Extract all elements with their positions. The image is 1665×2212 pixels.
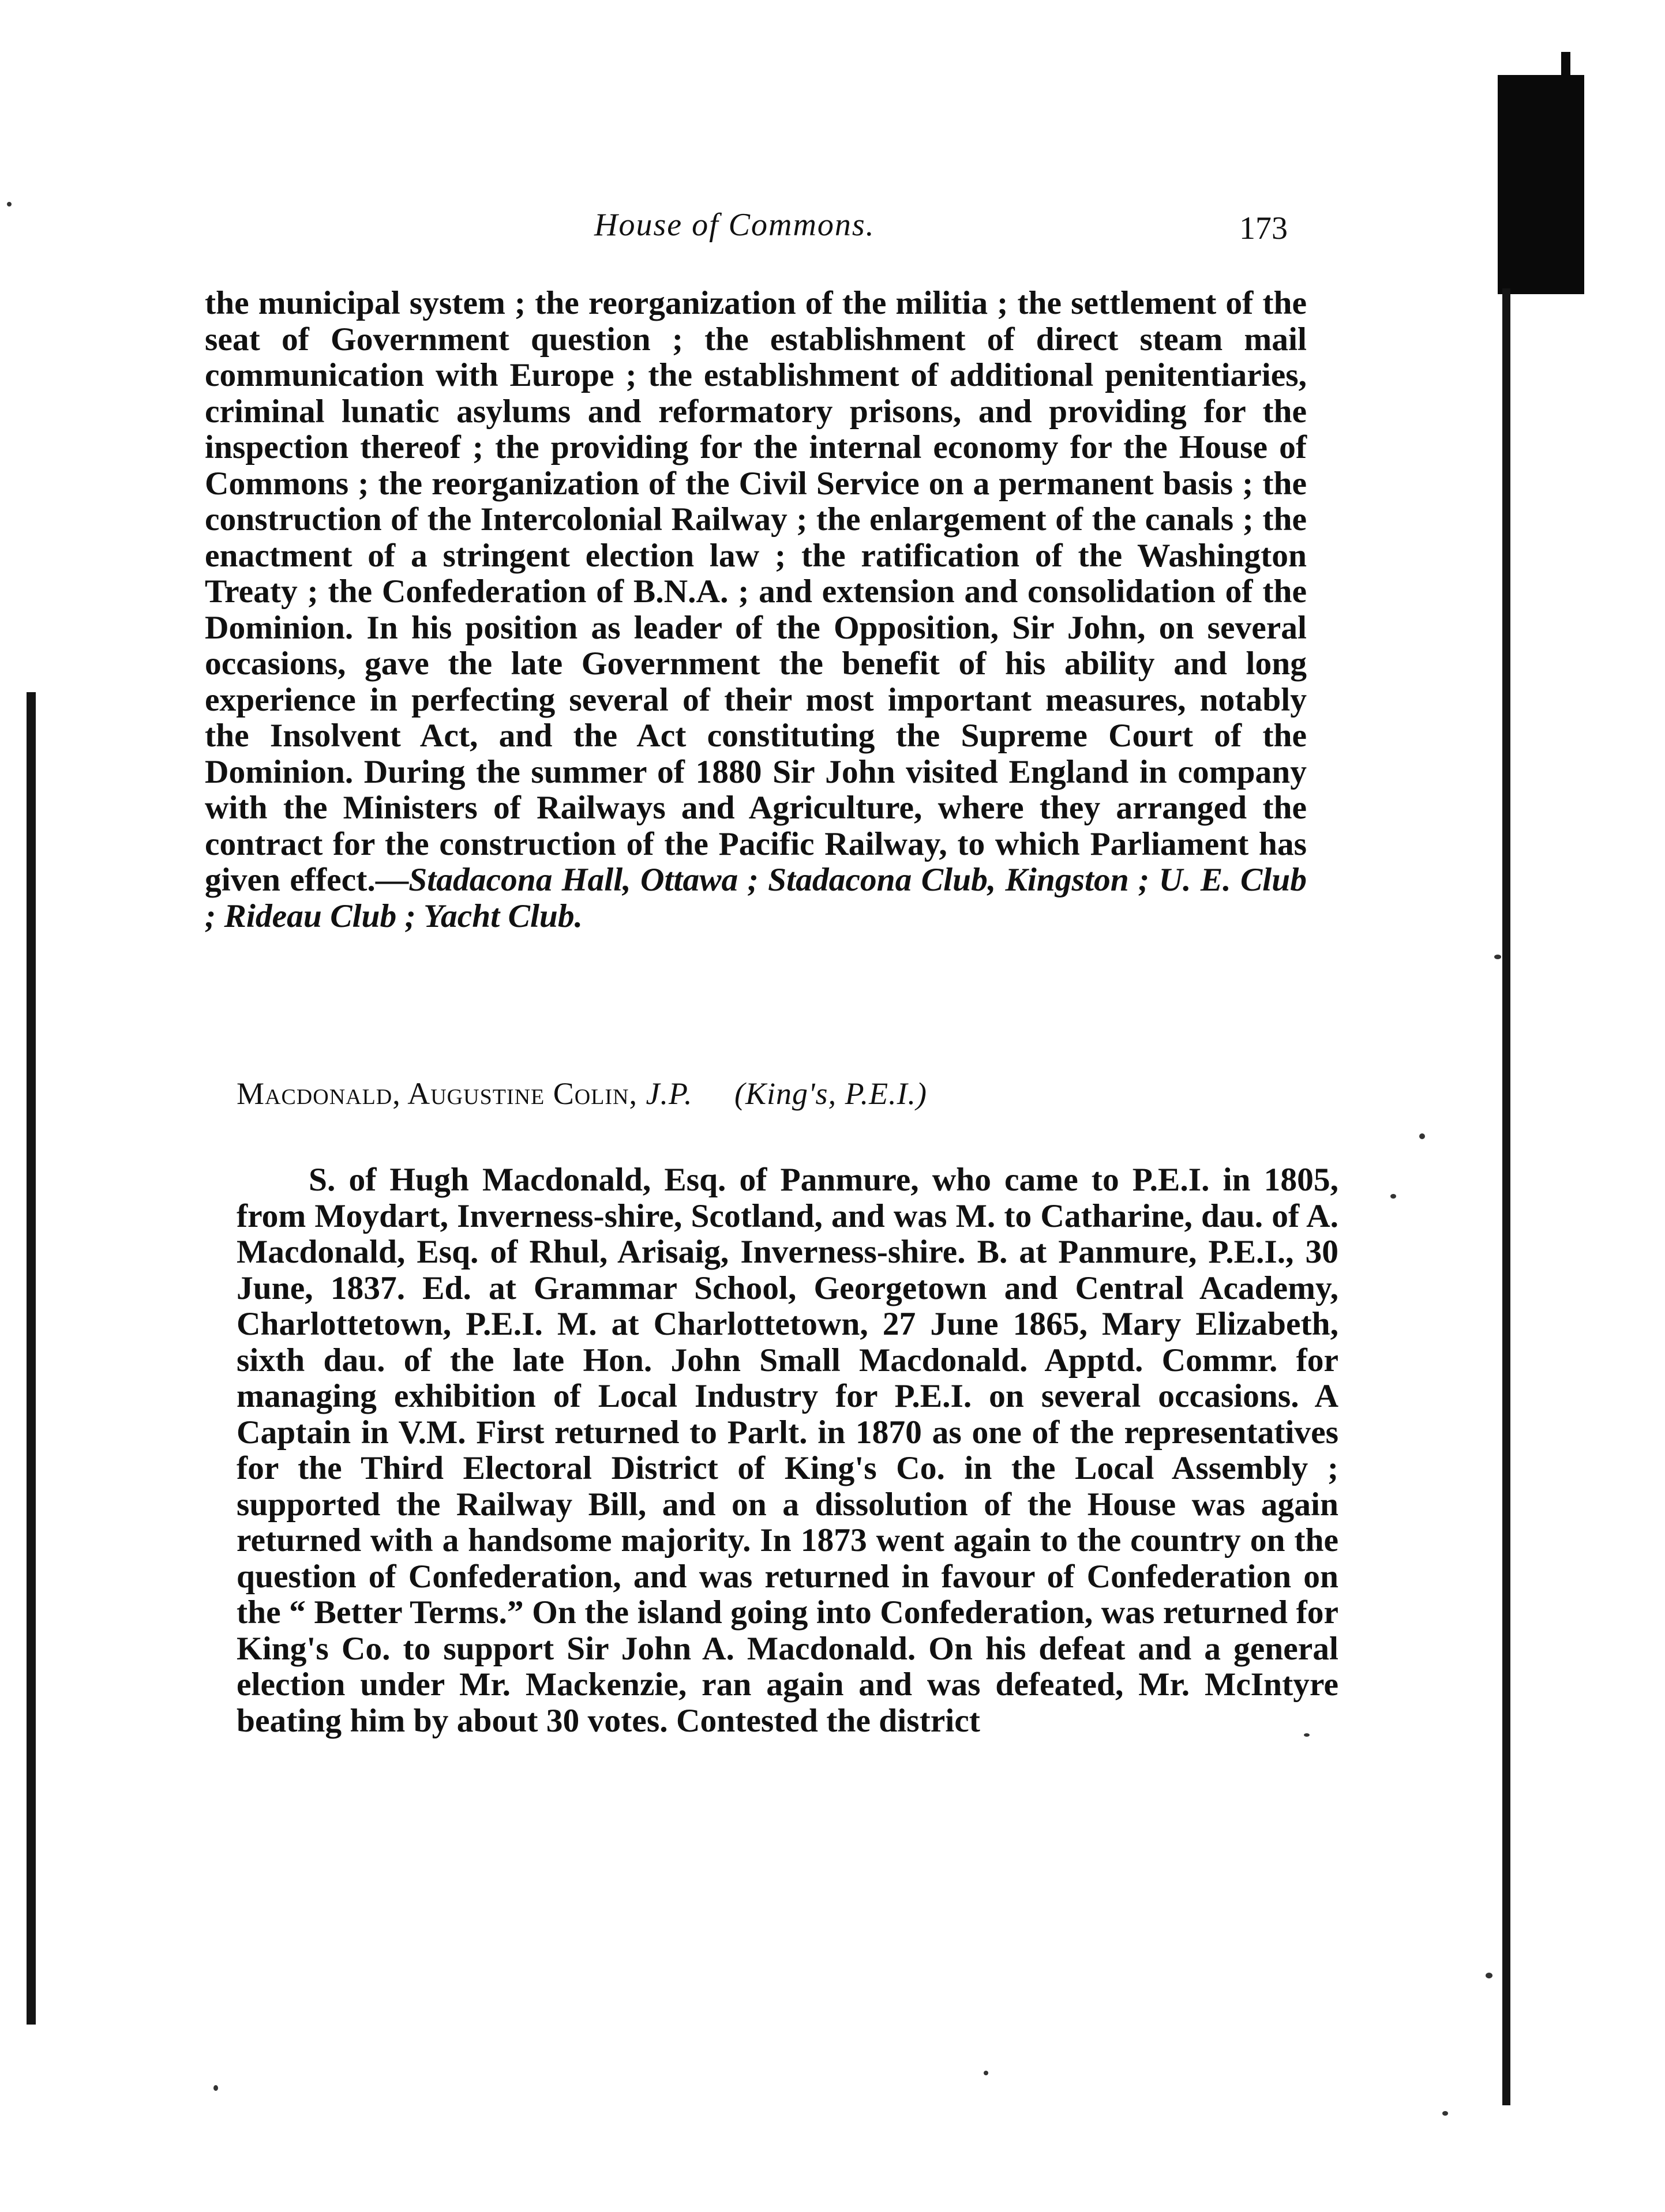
scan-speck — [1390, 1194, 1396, 1199]
scan-speck — [1442, 2111, 1448, 2116]
paragraph — [205, 286, 1307, 934]
scan-speck — [213, 2085, 218, 2091]
entry-heading — [237, 1076, 927, 1111]
scan-edge-line — [1502, 288, 1510, 2105]
constituency: (King's, P.E.I.) — [734, 1076, 928, 1111]
member-title: J.P. — [646, 1076, 693, 1111]
biography-entry — [237, 1162, 1338, 1739]
scan-speck — [1486, 1973, 1492, 1978]
scan-edge-artifact — [1498, 75, 1584, 294]
paragraph-text: the municipal system ; the reorganization of the militia ; the settlement of the seat of Government question ; the establishment of direct steam mail communication with Europe ; the establishment of additional penitentiaries, criminal lunatic asylums and reformatory prisons, and providing for the inspection thereof ; the providing for the internal economy for the House of Commons ; the reorganization of the Civil Service on a permanent basis ; the construction of the Intercolonial Railway ; the enlargement of the canals ; the enactment of a stringent election law ; the ratification of the Washington Treaty ; the Confederation of B.N.A. ; and extension and consolidation of the Dominion. In his position as leader of the Opposition, Sir John, on several occasions, gave the late Government the benefit of his ability and long experience in perfecting several of their most important measures, notably the Insolvent Act, and the Act constituting the Supreme Court of the Dominion. During the summer of 1880 Sir John visited England in company with the Ministers of Railways and Agriculture, where they arranged the contract for the construction of the Pacific Railway, to which Parliament has given effect.— — [205, 285, 1307, 898]
running-head: House of Commons. — [594, 207, 875, 243]
scan-speck — [984, 2071, 988, 2075]
scan-speck — [1494, 955, 1501, 959]
scan-speck — [1419, 1133, 1425, 1139]
addresses: Stadacona Hall, Ottawa ; Stadacona Club, Kingston ; U. E. Club ; Rideau Club ; Yacht Club. — [205, 862, 1307, 934]
scan-edge-line — [27, 692, 36, 2025]
biography-continuation — [205, 286, 1307, 934]
page-number: 173 — [1239, 211, 1288, 246]
member-name: Macdonald, Augustine Colin, — [237, 1076, 638, 1111]
scan-speck — [7, 202, 12, 206]
paragraph: S. of Hugh Macdonald, Esq. of Panmure, who came to P.E.I. in 1805, from Moydart, Inverness-shire, Scotland, and was M. to Catharine, dau. of A. Macdonald, Esq. of Rhul, Arisaig, Inverness-shire. B. at Panmure, P.E.I., 30 June, 1837. Ed. at Grammar School, Georgetown and Central Academy, Charlottetown, P.E.I. M. at Charlottetown, 27 June 1865, Mary Elizabeth, sixth dau. of the late Hon. John Small Macdonald. Apptd. Commr. for managing exhibition of Local Industry for P.E.I. on several occasions. A Captain in V.M. First returned to Parlt. in 1870 as one of the representatives for the Third Electoral District of King's Co. in the Local Assembly ; supported the Railway Bill, and on a dissolution of the House was again returned with a handsome majority. In 1873 went again to the country on the question of Confederation, and was returned in favour of Confederation on the “ Better Terms.” On the island going into Confederation, was returned for King's Co. to support Sir John A. Macdonald. On his defeat and a general election under Mr. Mackenzie, ran again and was defeated, Mr. McIntyre beating him by about 30 votes. Contested the district — [237, 1162, 1338, 1739]
